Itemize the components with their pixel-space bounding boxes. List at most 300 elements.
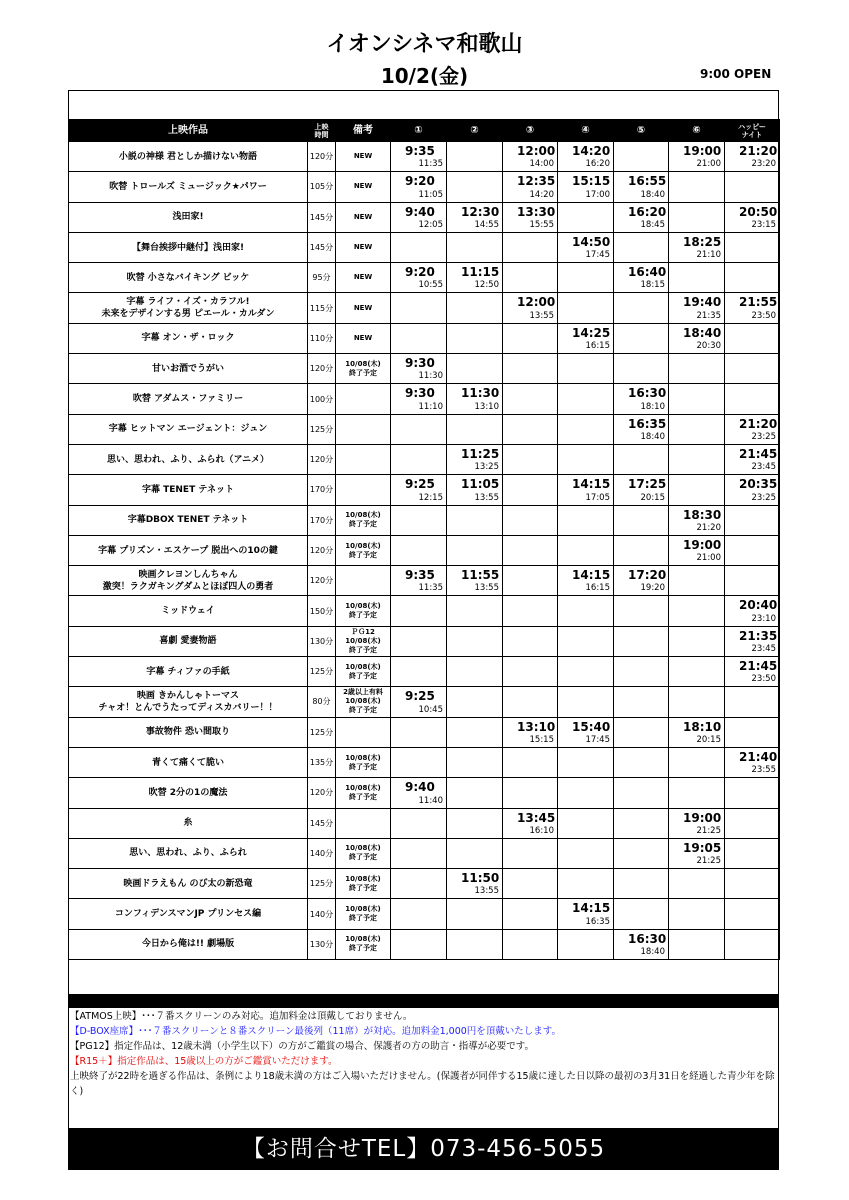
showtime-cell <box>669 899 725 929</box>
end-time: 11:35 <box>418 583 443 594</box>
end-time: 21:35 <box>696 310 721 321</box>
remarks: NEW <box>336 172 391 202</box>
start-time: 14:15 <box>572 901 611 916</box>
showtime-cell <box>725 808 780 838</box>
open-time: 9:00 OPEN <box>700 67 772 81</box>
runtime: 140分 <box>308 838 336 868</box>
showtime-cell <box>391 747 447 777</box>
showtime-cell <box>614 232 669 262</box>
remarks: 10/08(木) 終了予定 <box>336 354 391 384</box>
start-time: 21:55 <box>739 295 778 310</box>
start-time: 21:45 <box>739 659 778 674</box>
schedule-table <box>68 119 780 960</box>
end-time: 18:40 <box>640 431 665 442</box>
end-time: 16:20 <box>585 159 610 170</box>
runtime: 125分 <box>308 657 336 687</box>
showtime-cell <box>391 899 447 929</box>
showtime-cell <box>614 566 669 596</box>
end-time: 21:25 <box>696 856 721 867</box>
showtime-cell <box>558 808 614 838</box>
end-time: 16:35 <box>585 916 610 927</box>
showtime-cell <box>614 869 669 899</box>
showtime-cell <box>391 414 447 444</box>
movie-title: 【舞台挨拶中継付】浅田家! <box>69 232 308 262</box>
showtime-cell <box>669 142 725 172</box>
movie-title: 字幕 TENET テネット <box>69 475 308 505</box>
showtime-cell <box>391 626 447 656</box>
showtime-cell <box>447 626 503 656</box>
col-header-happy-night: ハッピー ナイト <box>725 120 780 142</box>
start-time: 20:50 <box>739 204 778 219</box>
movie-title: 吹替 小さなバイキング ビッケ <box>69 263 308 293</box>
end-time: 23:50 <box>751 674 776 685</box>
start-time: 16:55 <box>628 174 667 189</box>
start-time: 19:40 <box>683 295 722 310</box>
runtime: 125分 <box>308 717 336 747</box>
end-time: 13:55 <box>474 886 499 897</box>
showtime-cell <box>614 899 669 929</box>
showtime-cell <box>391 535 447 565</box>
end-time: 11:35 <box>418 159 443 170</box>
showtime-cell <box>669 747 725 777</box>
showtime-cell <box>503 172 558 202</box>
showtime-cell <box>614 414 669 444</box>
end-time: 18:45 <box>640 219 665 230</box>
showtime-cell <box>558 263 614 293</box>
end-time: 21:20 <box>696 522 721 533</box>
remarks: 10/08(木) 終了予定 <box>336 929 391 959</box>
showtime-cell <box>614 202 669 232</box>
start-time: 14:15 <box>572 477 611 492</box>
remarks: 10/08(木) 終了予定 <box>336 899 391 929</box>
showtime-cell <box>447 384 503 414</box>
end-time: 12:05 <box>418 219 443 230</box>
col-header-note: 備考 <box>336 120 391 142</box>
end-time: 23:45 <box>751 644 776 655</box>
showtime-cell <box>447 687 503 717</box>
showtime-cell <box>614 172 669 202</box>
showtime-cell <box>725 444 780 474</box>
remarks <box>336 717 391 747</box>
showtime-cell <box>391 232 447 262</box>
remarks: NEW <box>336 142 391 172</box>
showtime-cell <box>614 626 669 656</box>
movie-title: 字幕 チィファの手紙 <box>69 657 308 687</box>
start-time: 16:20 <box>628 204 667 219</box>
table-row <box>69 929 780 959</box>
remarks: NEW <box>336 293 391 323</box>
start-time: 13:45 <box>517 810 556 825</box>
showtime-cell <box>503 778 558 808</box>
showtime-cell <box>669 838 725 868</box>
table-row <box>69 232 780 262</box>
runtime: 120分 <box>308 566 336 596</box>
movie-title: 思い、思われ、ふり、ふられ <box>69 838 308 868</box>
end-time: 21:00 <box>696 553 721 564</box>
table-row <box>69 505 780 535</box>
showtime-cell <box>503 384 558 414</box>
showtime-cell <box>391 475 447 505</box>
start-time: 9:30 <box>405 386 435 401</box>
showtime-cell <box>503 323 558 353</box>
showtime-cell <box>669 566 725 596</box>
runtime: 120分 <box>308 142 336 172</box>
showtime-cell <box>503 535 558 565</box>
runtime: 125分 <box>308 869 336 899</box>
runtime: 120分 <box>308 354 336 384</box>
showtime-cell <box>558 172 614 202</box>
showtime-cell <box>558 596 614 626</box>
showtime-cell <box>669 808 725 838</box>
start-time: 19:00 <box>683 537 722 552</box>
showtime-cell <box>669 172 725 202</box>
end-time: 20:15 <box>640 492 665 503</box>
start-time: 20:40 <box>739 598 778 613</box>
runtime: 140分 <box>308 899 336 929</box>
runtime: 150分 <box>308 596 336 626</box>
start-time: 17:25 <box>628 477 667 492</box>
end-time: 23:45 <box>751 462 776 473</box>
start-time: 11:30 <box>461 386 500 401</box>
showtime-cell <box>725 717 780 747</box>
end-time: 23:10 <box>751 613 776 624</box>
start-time: 13:30 <box>517 204 556 219</box>
showtime-cell <box>391 202 447 232</box>
showtime-cell <box>558 869 614 899</box>
showtime-cell <box>447 323 503 353</box>
showtime-cell <box>503 747 558 777</box>
table-header <box>69 120 780 142</box>
showtime-cell <box>447 202 503 232</box>
start-time: 19:00 <box>683 810 722 825</box>
movie-title: 字幕DBOX TENET テネット <box>69 505 308 535</box>
movie-title: 浅田家! <box>69 202 308 232</box>
table-row <box>69 142 780 172</box>
end-time: 19:20 <box>640 583 665 594</box>
showtime-cell <box>447 717 503 747</box>
remarks: 10/08(木) 終了予定 <box>336 869 391 899</box>
start-time: 9:40 <box>405 204 435 219</box>
showtime-cell <box>558 384 614 414</box>
start-time: 21:35 <box>739 628 778 643</box>
showtime-cell <box>669 596 725 626</box>
showtime-cell <box>447 142 503 172</box>
showtime-cell <box>614 808 669 838</box>
contact-phone: 【お問合せTEL】073-456-5055 <box>68 1128 779 1170</box>
runtime: 170分 <box>308 475 336 505</box>
showtime-cell <box>669 354 725 384</box>
showtime-cell <box>503 566 558 596</box>
showtime-cell <box>447 232 503 262</box>
showtime-cell <box>558 778 614 808</box>
showtime-cell <box>447 657 503 687</box>
start-time: 18:25 <box>683 234 722 249</box>
showtime-cell <box>669 505 725 535</box>
end-time: 23:50 <box>751 310 776 321</box>
table-row <box>69 566 780 596</box>
table-row <box>69 717 780 747</box>
start-time: 11:05 <box>461 477 500 492</box>
runtime: 145分 <box>308 232 336 262</box>
showtime-cell <box>391 596 447 626</box>
remarks <box>336 444 391 474</box>
start-time: 11:15 <box>461 265 500 280</box>
showtime-cell <box>558 475 614 505</box>
showtime-cell <box>503 687 558 717</box>
table-row <box>69 384 780 414</box>
runtime: 125分 <box>308 414 336 444</box>
showtime-cell <box>669 202 725 232</box>
showtime-cell <box>558 293 614 323</box>
movie-title: 字幕 オン・ザ・ロック <box>69 323 308 353</box>
end-time: 21:00 <box>696 159 721 170</box>
showtime-cell <box>447 263 503 293</box>
showtime-cell <box>725 142 780 172</box>
showtime-cell <box>669 778 725 808</box>
start-time: 9:20 <box>405 265 435 280</box>
col-header-screen-2: ② <box>447 120 503 142</box>
end-time: 11:05 <box>418 189 443 200</box>
showtime-cell <box>558 838 614 868</box>
showtime-cell <box>725 687 780 717</box>
showtime-cell <box>447 172 503 202</box>
showtime-cell <box>614 929 669 959</box>
remarks: NEW <box>336 202 391 232</box>
movie-title: 事故物件 恐い間取り <box>69 717 308 747</box>
movie-title: 吹替 アダムス・ファミリー <box>69 384 308 414</box>
start-time: 19:00 <box>683 144 722 158</box>
showtime-cell <box>725 384 780 414</box>
showtime-cell <box>725 172 780 202</box>
runtime: 115分 <box>308 293 336 323</box>
table-row <box>69 687 780 717</box>
start-time: 21:20 <box>739 416 778 431</box>
showtime-cell <box>614 838 669 868</box>
showtime-cell <box>447 899 503 929</box>
end-time: 13:10 <box>474 401 499 412</box>
end-time: 23:20 <box>751 159 776 170</box>
end-time: 20:15 <box>696 734 721 745</box>
table-row <box>69 172 780 202</box>
showtime-cell <box>447 444 503 474</box>
showtime-cell <box>391 263 447 293</box>
showtime-cell <box>669 657 725 687</box>
table-row <box>69 535 780 565</box>
table-row <box>69 414 780 444</box>
start-time: 16:35 <box>628 416 667 431</box>
notes-divider-bar <box>68 994 779 1008</box>
remarks: 10/08(木) 終了予定 <box>336 657 391 687</box>
showtime-cell <box>503 475 558 505</box>
runtime: 120分 <box>308 778 336 808</box>
end-time: 23:25 <box>751 431 776 442</box>
start-time: 12:35 <box>517 174 556 189</box>
start-time: 9:25 <box>405 689 435 704</box>
movie-title: 映画ドラえもん のび太の新恐竜 <box>69 869 308 899</box>
movie-title: 字幕 ライフ・イズ・カラフル! 未来をデザインする男 ピエール・カルダン <box>69 293 308 323</box>
showtime-cell <box>447 869 503 899</box>
showtime-cell <box>447 838 503 868</box>
movie-title: 吹替 トロールズ ミュージック★パワー <box>69 172 308 202</box>
showtime-cell <box>503 626 558 656</box>
showtime-cell <box>558 202 614 232</box>
showtime-cell <box>614 535 669 565</box>
end-time: 21:25 <box>696 825 721 836</box>
showtime-cell <box>669 929 725 959</box>
col-header-screen-3: ③ <box>503 120 558 142</box>
movie-title: ミッドウェイ <box>69 596 308 626</box>
end-time: 11:30 <box>418 371 443 382</box>
table-row <box>69 202 780 232</box>
start-time: 14:50 <box>572 234 611 249</box>
start-time: 12:00 <box>517 295 556 310</box>
showtime-cell <box>391 808 447 838</box>
showtime-cell <box>614 293 669 323</box>
table-row <box>69 657 780 687</box>
showtime-cell <box>614 505 669 535</box>
start-time: 15:15 <box>572 174 611 189</box>
end-time: 17:45 <box>585 250 610 261</box>
remarks <box>336 808 391 838</box>
col-header-length: 上映 時間 <box>308 120 336 142</box>
showtime-cell <box>614 384 669 414</box>
showtime-cell <box>558 566 614 596</box>
start-time: 20:35 <box>739 477 778 492</box>
notice-line: 上映終了が22時を過ぎる作品は、条例により18歳未満の方はご入場いただけません。(保護者が同伴する15歳に達した日以降の最初の3月31日を経過した青少年を除く) <box>70 1071 775 1097</box>
showtime-cell <box>503 202 558 232</box>
showtime-cell <box>391 172 447 202</box>
end-time: 23:55 <box>751 765 776 776</box>
showtime-cell <box>391 323 447 353</box>
showtime-cell <box>669 475 725 505</box>
showtime-cell <box>558 657 614 687</box>
remarks: NEW <box>336 232 391 262</box>
showtime-cell <box>669 232 725 262</box>
table-row <box>69 475 780 505</box>
remarks <box>336 384 391 414</box>
table-row <box>69 263 780 293</box>
end-time: 13:25 <box>474 462 499 473</box>
remarks <box>336 475 391 505</box>
remarks <box>336 566 391 596</box>
remarks: 10/08(木) 終了予定 <box>336 838 391 868</box>
showtime-cell <box>725 626 780 656</box>
start-time: 9:35 <box>405 144 435 158</box>
start-time: 18:10 <box>683 719 722 734</box>
start-time: 9:35 <box>405 568 435 583</box>
end-time: 17:45 <box>585 734 610 745</box>
end-time: 20:30 <box>696 341 721 352</box>
showtime-cell <box>503 717 558 747</box>
showtime-cell <box>614 142 669 172</box>
showtime-cell <box>725 535 780 565</box>
showtime-cell <box>503 293 558 323</box>
runtime: 120分 <box>308 535 336 565</box>
end-time: 12:15 <box>418 492 443 503</box>
showtime-cell <box>669 687 725 717</box>
movie-title: 思い、思われ、ふり、ふられ（アニメ） <box>69 444 308 474</box>
showtime-cell <box>669 626 725 656</box>
start-time: 11:55 <box>461 568 500 583</box>
end-time: 13:55 <box>474 492 499 503</box>
showtime-cell <box>614 747 669 777</box>
showtime-cell <box>447 566 503 596</box>
table-row <box>69 808 780 838</box>
showtime-cell <box>725 202 780 232</box>
end-time: 11:40 <box>418 795 443 806</box>
showtime-cell <box>614 778 669 808</box>
remarks: 10/08(木) 終了予定 <box>336 535 391 565</box>
movie-title: 吹替 2分の1の魔法 <box>69 778 308 808</box>
showtime-cell <box>503 657 558 687</box>
showtime-cell <box>725 414 780 444</box>
remarks: 10/08(木) 終了予定 <box>336 596 391 626</box>
start-time: 9:25 <box>405 477 435 492</box>
showtime-cell <box>725 747 780 777</box>
showtime-cell <box>725 929 780 959</box>
showtime-cell <box>669 444 725 474</box>
start-time: 16:40 <box>628 265 667 280</box>
showtime-cell <box>391 687 447 717</box>
remarks: 2歳以上有料 10/08(木) 終了予定 <box>336 687 391 717</box>
end-time: 18:15 <box>640 280 665 291</box>
end-time: 17:05 <box>585 492 610 503</box>
showtime-cell <box>725 354 780 384</box>
showtime-cell <box>725 505 780 535</box>
end-time: 17:00 <box>585 189 610 200</box>
start-time: 11:25 <box>461 446 500 461</box>
showtime-cell <box>391 444 447 474</box>
schedule-date: 10/2(金) <box>380 64 469 88</box>
runtime: 100分 <box>308 384 336 414</box>
end-time: 18:40 <box>640 947 665 958</box>
showtime-cell <box>391 778 447 808</box>
showtime-cell <box>558 929 614 959</box>
showtime-cell <box>725 475 780 505</box>
notice-line: 【ATMOS上映】･･･７番スクリーンのみ対応。追加料金は頂戴しておりません。 <box>70 1011 413 1022</box>
table-row <box>69 778 780 808</box>
remarks: 10/08(木) 終了予定 <box>336 778 391 808</box>
showtime-cell <box>558 142 614 172</box>
table-row <box>69 354 780 384</box>
start-time: 18:30 <box>683 507 722 522</box>
start-time: 13:10 <box>517 719 556 734</box>
table-row <box>69 323 780 353</box>
start-time: 9:30 <box>405 356 435 371</box>
showtime-cell <box>503 142 558 172</box>
showtime-cell <box>391 929 447 959</box>
movie-title: 小説の神様 君としか描けない物語 <box>69 142 308 172</box>
showtime-cell <box>725 838 780 868</box>
col-header-screen-6: ⑥ <box>669 120 725 142</box>
remarks: NEW <box>336 263 391 293</box>
start-time: 14:15 <box>572 568 611 583</box>
movie-title: コンフィデンスマンJP プリンセス編 <box>69 899 308 929</box>
showtime-cell <box>725 232 780 262</box>
runtime: 130分 <box>308 626 336 656</box>
movie-title: 甘いお酒でうがい <box>69 354 308 384</box>
showtime-cell <box>447 414 503 444</box>
showtime-cell <box>614 717 669 747</box>
showtime-cell <box>391 869 447 899</box>
showtime-cell <box>447 596 503 626</box>
table-row <box>69 869 780 899</box>
start-time: 21:45 <box>739 446 778 461</box>
showtime-cell <box>669 293 725 323</box>
showtime-cell <box>447 929 503 959</box>
movie-title: 映画 きかんしゃトーマス チャオ！とんでうたってディスカバリー！！ <box>69 687 308 717</box>
showtime-cell <box>725 596 780 626</box>
